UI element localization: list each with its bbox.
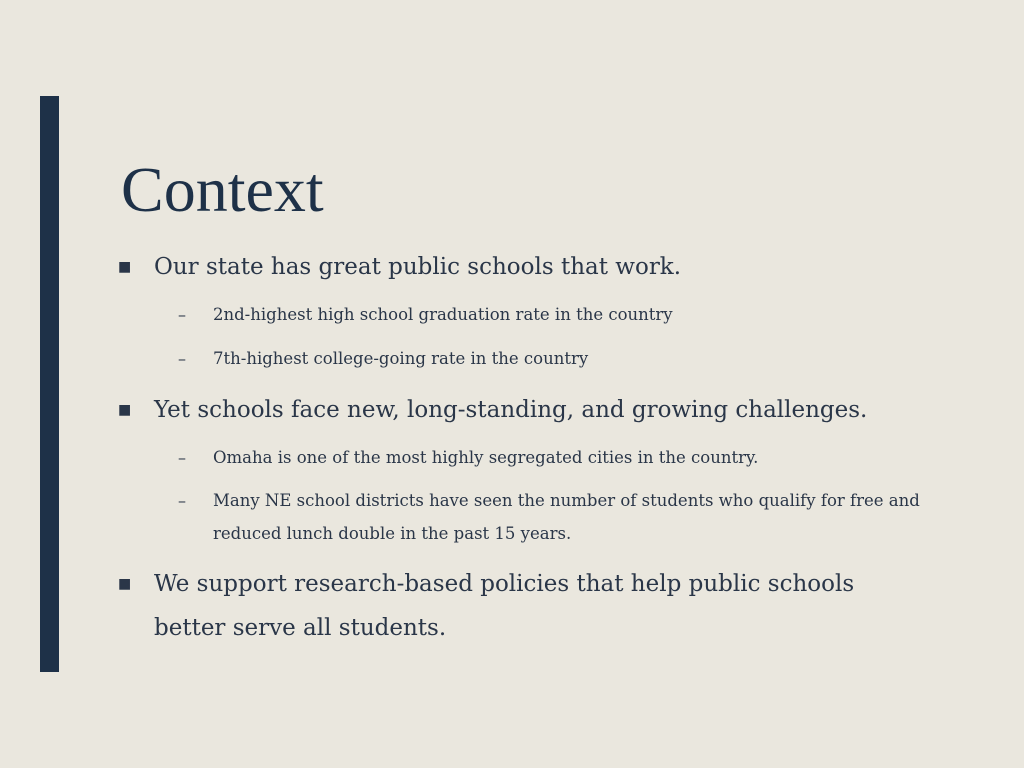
- bullet-text: Yet schools face new, long-standing, and growing challenges.: [154, 397, 868, 423]
- dash-bullet-icon: –: [178, 491, 186, 510]
- sub-bullet-text: Omaha is one of the most highly segregated cities in the country.: [213, 448, 759, 467]
- bullet-item: [118, 252, 944, 289]
- bullet-text: We support research-based policies that help public schools better serve all students.: [154, 571, 855, 641]
- slide-title: Context: [121, 154, 324, 225]
- sub-bullet-text: Many NE school districts have seen the number of students who qualify for free and reduced lunch double in the past 15 years.: [213, 491, 920, 543]
- dash-bullet-icon: –: [178, 448, 186, 467]
- accent-bar: [40, 96, 59, 672]
- dash-bullet-icon: –: [178, 305, 186, 324]
- sub-bullet-item: [178, 446, 933, 474]
- sub-bullet-item: [178, 347, 933, 375]
- sub-bullet-item: [178, 489, 933, 550]
- square-bullet-icon: ■: [118, 259, 132, 275]
- sub-bullet-item: [178, 303, 933, 331]
- bullet-item: [118, 395, 944, 432]
- dash-bullet-icon: –: [178, 349, 186, 368]
- bullet-item: [118, 569, 914, 650]
- square-bullet-icon: ■: [118, 576, 132, 592]
- sub-bullet-text: 7th-highest college-going rate in the country: [213, 349, 589, 368]
- bullet-text: Our state has great public schools that work.: [154, 254, 682, 280]
- sub-bullet-text: 2nd-highest high school graduation rate in the country: [213, 305, 673, 324]
- square-bullet-icon: ■: [118, 402, 132, 418]
